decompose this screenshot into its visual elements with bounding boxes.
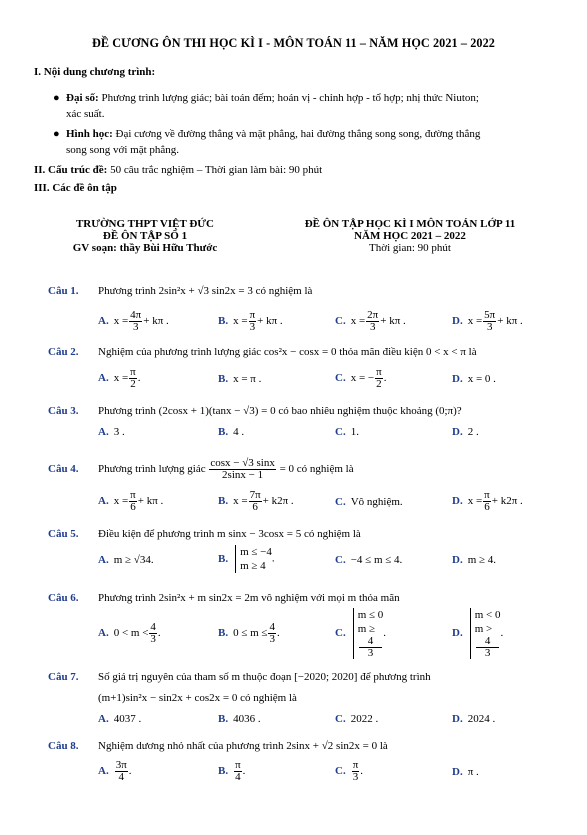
- q7-option-c[interactable]: C. 2022 .: [335, 713, 379, 725]
- q7-option-d[interactable]: D. 2024 .: [452, 713, 496, 725]
- section-3-heading: III. Các đề ôn tập: [34, 182, 117, 194]
- q4-option-b[interactable]: B. x = $\frac{7\pi}{6}$ + k2π .: [218, 489, 294, 513]
- q6-option-d[interactable]: D. m < 0 m > 4 3 .: [452, 609, 504, 659]
- q5-option-a[interactable]: A. m ≥ √34.: [98, 554, 154, 566]
- q6-option-a[interactable]: A. 0 < m < $\frac{4}{3}$ .: [98, 621, 161, 645]
- q2-option-b[interactable]: B. x = π .: [218, 373, 262, 385]
- q6-option-b[interactable]: B. 0 ≤ m ≤ $\frac{4}{3}$ .: [218, 621, 280, 645]
- q7-option-b[interactable]: B. 4036 .: [218, 713, 261, 725]
- q5-option-c[interactable]: C. −4 ≤ m ≤ 4.: [335, 554, 403, 566]
- document-title: ĐỀ CƯƠNG ÔN THI HỌC KÌ I - MÔN TOÁN 11 – NĂM HỌC 2021 – 2022: [91, 36, 495, 50]
- q8-option-c[interactable]: C. $\frac{\pi}{3}$ .: [335, 759, 364, 783]
- q8-option-b[interactable]: B. $\frac{\pi}{4}$ .: [218, 759, 246, 783]
- bullet-algebra: ● Đại số: Phương trình lượng giác; bài toán đếm; hoán vị - chỉnh hợp - tổ hợp; nhị thức Niuton; xác suất.: [53, 92, 479, 120]
- bullet-geometry: ● Hình học: Đại cương về đường thẳng và mặt phẳng, hai đường thẳng song song, đường thẳng song song với mặt phẳng.: [53, 128, 481, 156]
- bullet-icon: ●: [53, 128, 60, 140]
- q4-option-c[interactable]: C. Vô nghiệm.: [335, 496, 403, 508]
- q5-option-b[interactable]: B. m ≤ −4 m ≥ 4 .: [218, 546, 275, 572]
- q2-option-d[interactable]: D. x = 0 .: [452, 373, 496, 385]
- q3-option-c[interactable]: C. 1.: [335, 426, 359, 438]
- section-2-heading: II. Cấu trúc đề: 50 câu trắc nghiệm – Thời gian làm bài: 90 phút: [34, 164, 323, 176]
- section-1-heading: I. Nội dung chương trình:: [34, 66, 156, 78]
- q6-option-c[interactable]: C. m ≤ 0 m ≥ 4 3 .: [335, 609, 387, 659]
- q3-option-b[interactable]: B. 4 .: [218, 426, 245, 438]
- q4-option-a[interactable]: A. x = $\frac{\pi}{6}$ + kπ .: [98, 489, 164, 513]
- q1-option-b[interactable]: B. x = $\frac{\pi}{3}$ + kπ .: [218, 309, 283, 333]
- header-right: ĐỀ ÔN TẬP HỌC KÌ I MÔN TOÁN LỚP 11 NĂM HỌC 2021 – 2022 Thời gian: 90 phút: [304, 218, 516, 254]
- q2-option-c[interactable]: C. x = − $\frac{\pi}{2}$ .: [335, 366, 387, 390]
- q1-option-c[interactable]: C. x = $\frac{2\pi}{3}$ + kπ .: [335, 309, 406, 333]
- q2-option-a[interactable]: A. x = $\frac{\pi}{2}$ .: [98, 366, 141, 390]
- q4-option-d[interactable]: D. x = $\frac{\pi}{6}$ + k2π .: [452, 489, 523, 513]
- q3-option-a[interactable]: A. 3 .: [98, 426, 125, 438]
- question-4: Câu 4. Phương trình lượng giác $\frac{\cos x - √3 \sin x}{2\sin x - 1}$ = 0 có nghiệm là: [48, 457, 354, 481]
- q8-option-d[interactable]: D. π .: [452, 766, 479, 778]
- header-left: TRƯỜNG THPT VIỆT ĐỨC ĐỀ ÔN TẬP SỐ 1 GV soạn: thầy Bùi Hữu Thước: [72, 218, 218, 254]
- q3-option-d[interactable]: D. 2 .: [452, 426, 479, 438]
- q8-option-a[interactable]: A. $\frac{3\pi}{4}$ .: [98, 759, 132, 783]
- q1-option-d[interactable]: D. x = $\frac{5\pi}{3}$ + kπ .: [452, 309, 523, 333]
- q1-option-a[interactable]: A. x = $\frac{4\pi}{3}$ + kπ .: [98, 309, 169, 333]
- document-page: ĐỀ CƯƠNG ÔN THI HỌC KÌ I - MÔN TOÁN 11 – NĂM HỌC 2021 – 2022 I. Nội dung chương trình: ● Đại số: Phương trình lượng giác; bài toán đếm; hoán vị - chỉnh hợp - tổ hợp; nhị thức Niuton; xác suất. ● Hình học: Đại cương về đường thẳng và mặt phẳng, hai đường thẳng song song, đường thẳng song song với mặt phẳng. II. Cấu trúc đề: 50 câu trắc nghiệm – Thời gian làm bài: 90 phút III. Các đề ôn tập TRƯỜNG THPT VIỆT ĐỨC ĐỀ ÔN TẬP SỐ 1 GV soạn: thầy Bùi Hữu Thước ĐỀ ÔN TẬP HỌC KÌ I MÔN TOÁN LỚP 11 NĂM HỌC 2021 – 2022 Thời gian: 90 phút Câu 1. Phương trình 2sin²x + √3 sin2x = 3 có nghiệm là A. x = $\frac{4\pi}{3}$ + kπ . B. x = $\frac{\pi}{3}$ + kπ . C. x = $\frac{2\pi}{3}$ + kπ . D. x = $\frac{5\pi}{3}$ + kπ . Câu 2. Nghiệm của phương trình lượng giác cos²x − cosx = 0 thỏa mãn điều kiện 0 < x < π là A. x = $\frac{\pi}{2}$ . B. x = π . C. x = − $\frac{\pi}{2}$ . D. x = 0 . Câu 3. Phương trình (2cosx + 1)(tanx − √3) = 0 có bao nhiêu nghiệm thuộc khoảng (0;π)? A. 3 . B. 4 . C. 1. D. 2 . Câu 4. Phương trình lượng giác $\frac{\cos x - √3 \sin x}{2\sin x - 1}$ = 0 có nghiệm là A. x = $\frac{\pi}{6}$ + kπ . B. x = $\frac{7\pi}{6}$ + k2π . C. Vô nghiệm. D. x = $\frac{\pi}{6}$ + k2π . Câu 5. Điều kiện để phương trình m sinx − 3cosx = 5 có nghiệm là A. m ≥ √34. B. m ≤ −4 m ≥ 4 . C. −4 ≤ m ≤ 4. D. m ≥ 4. Câu 6. Phương trình 2sin²x + m sin2x = 2m vô nghiệm với mọi m thỏa mãn A. 0 < m < $\frac{4}{3}$ . B. 0 ≤ m ≤ $\frac{4}{3}$ . C. m ≤ 0 m ≥ 4 3 . D. m < 0 m > 4 3 . Câu 7. Số giá trị nguyên của tham số m thuộc đoạn [−2020; 2020] để phương trình (m+1)sin²x − sin2x + cos2x = 0 có nghiệm là A. 4037 . B. 4036 . C. 2022 . D. 2024 . Câu 8. Nghiệm dương nhỏ nhất của phương trình 2sinx + √2 sin2x = 0 là A. $\frac{3\pi}{4}$ . B. $\frac{\pi}{4}$ . C. $\frac{\pi}{3}$ . D. π .: [0, 0, 587, 835]
- bullet-icon: ●: [53, 92, 60, 104]
- q7-option-a[interactable]: A. 4037 .: [98, 713, 142, 725]
- q5-option-d[interactable]: D. m ≥ 4.: [452, 554, 497, 566]
